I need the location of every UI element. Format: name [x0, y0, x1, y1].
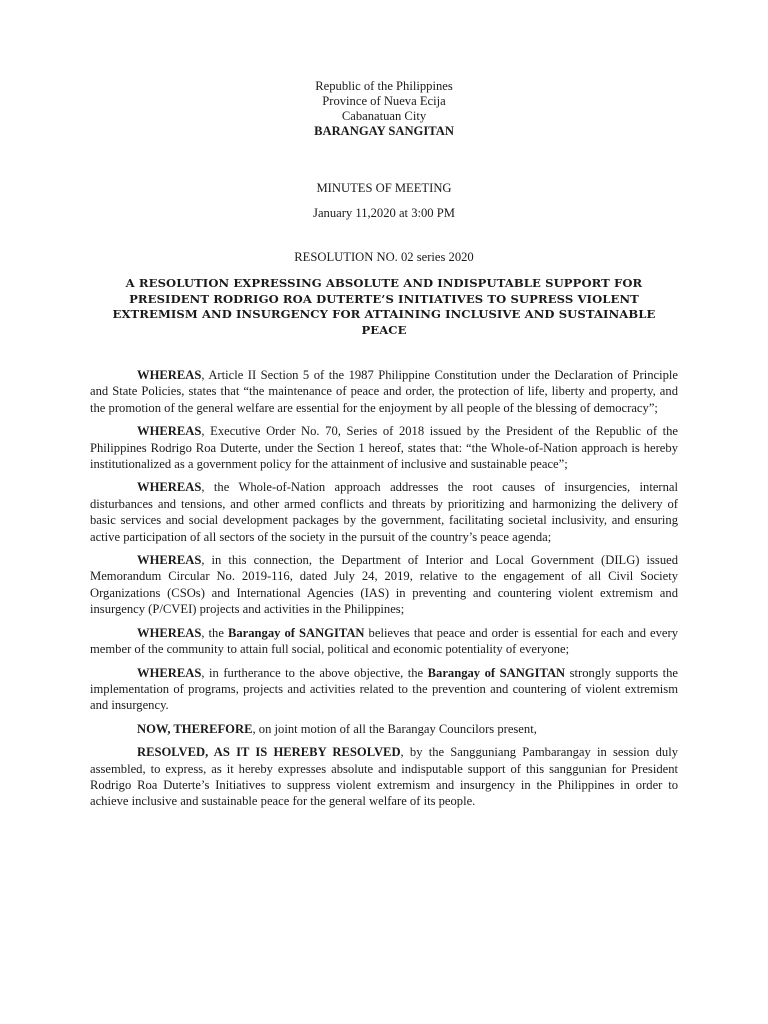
paragraph-text: , Article II Section 5 of the 1987 Philippine Constitution under the Declaration of Principle and State Policies, states that “the maintenance of peace and order, the protection of life, liberty and property, and the promotion of the general welfare are essential for the enjoyment by all people of the blessing of democracy”;: [90, 368, 678, 415]
minutes-heading: MINUTES OF MEETING: [316, 181, 452, 195]
paragraph-lead: WHEREAS: [137, 480, 202, 495]
paragraph-text: strongly supports the implementation of programs, projects and activities related to the prevention and countering of violent extremism and insurgency.: [90, 665, 679, 713]
paragraph-text: , by the Sangguniang Pambarangay in session duly assembled, to express, as it hereby expresses absolute and indisputable support of this sanggunian for President Rodrigo Roa Duterte’s Initiatives to suppress violent extremism and insurgency in the Philippines in order to achieve inclusive and sustainable peace for the general welfare of its people.: [90, 745, 678, 809]
paragraph-4: [90, 552, 678, 618]
letterhead: [0, 79, 768, 139]
paragraph-text: believes that peace and order is essential for each and every member of the community to attain full social, political and economic potentiality of everyone;: [90, 625, 678, 657]
barangay-name: Barangay of SANGITAN: [427, 665, 566, 680]
paragraph-5: [90, 625, 678, 658]
paragraph-mid: , in furtherance to the above objective, the: [201, 665, 428, 680]
province-line: Province of Nueva Ecija: [322, 94, 446, 108]
paragraph-lead: WHEREAS: [137, 424, 202, 439]
meeting-date: January 11,2020 at 3:00 PM: [313, 206, 455, 220]
paragraph-lead: WHEREAS: [137, 553, 202, 568]
paragraph-mid: , the: [201, 625, 228, 640]
paragraph-lead: NOW, THEREFORE: [137, 721, 253, 736]
paragraph-lead: WHEREAS: [137, 368, 202, 382]
republic-line: Republic of the Philippines: [315, 79, 453, 93]
paragraph-text: , on joint motion of all the Barangay Councilors present,: [252, 721, 537, 736]
resolution-body: [90, 367, 678, 817]
resolution-number: RESOLUTION NO. 02 series 2020: [294, 250, 474, 264]
paragraph-1: [90, 367, 678, 416]
paragraph-3: [90, 479, 678, 545]
paragraph-text: , in this connection, the Department of Interior and Local Government (DILG) issued Memorandum Circular No. 2019-116, dated July 24, 2019, relative to the engagement of all Civil Society Organizations (CSOs) and International Agencies (IAS) in preventing and countering violent extremism and insurgency (P/CVEI) projects and activities in the Philippines;: [90, 553, 678, 617]
barangay-name: Barangay of SANGITAN: [227, 625, 365, 640]
paragraph-8: [90, 744, 678, 810]
resolution-title: A RESOLUTION EXPRESSING ABSOLUTE AND INDISPUTABLE SUPPORT FOR PRESIDENT RODRIGO ROA DUTERTE’S INITIATIVES TO SUPRESS VIOLENT EXTREMISM AND INSURGENCY FOR ATTAINING INCLUSIVE AND SUSTAINABLE PEACE: [112, 276, 656, 337]
city-line: Cabanatuan City: [341, 109, 427, 123]
paragraph-text: , the Whole-of-Nation approach addresses the root causes of insurgencies, internal disturbances and tensions, and other armed conflicts and threats by prioritizing and harmonizing the delivery of basic services and social development packages by the government, facilitating societal inclusivity, and ensuring active participation of all sectors of the society in the pursuit of the country’s peace agenda;: [90, 480, 678, 544]
barangay-line: BARANGAY SANGITAN: [314, 124, 454, 138]
paragraph-lead: WHEREAS: [137, 665, 202, 680]
paragraph-lead: RESOLVED, AS IT IS HEREBY RESOLVED: [137, 745, 401, 760]
paragraph-2: [90, 423, 678, 472]
paragraph-7: [90, 721, 678, 737]
paragraph-text: , Executive Order No. 70, Series of 2018 issued by the President of the Republic of the Philippines Rodrigo Roa Duterte, under the Section 1 hereof, states that: “the Whole-of-Nation approach is hereby institutionalized as a government policy for the attainment of inclusive and sustainable peace”;: [90, 424, 678, 472]
paragraph-lead: WHEREAS: [137, 625, 202, 640]
paragraph-6: [90, 665, 678, 714]
